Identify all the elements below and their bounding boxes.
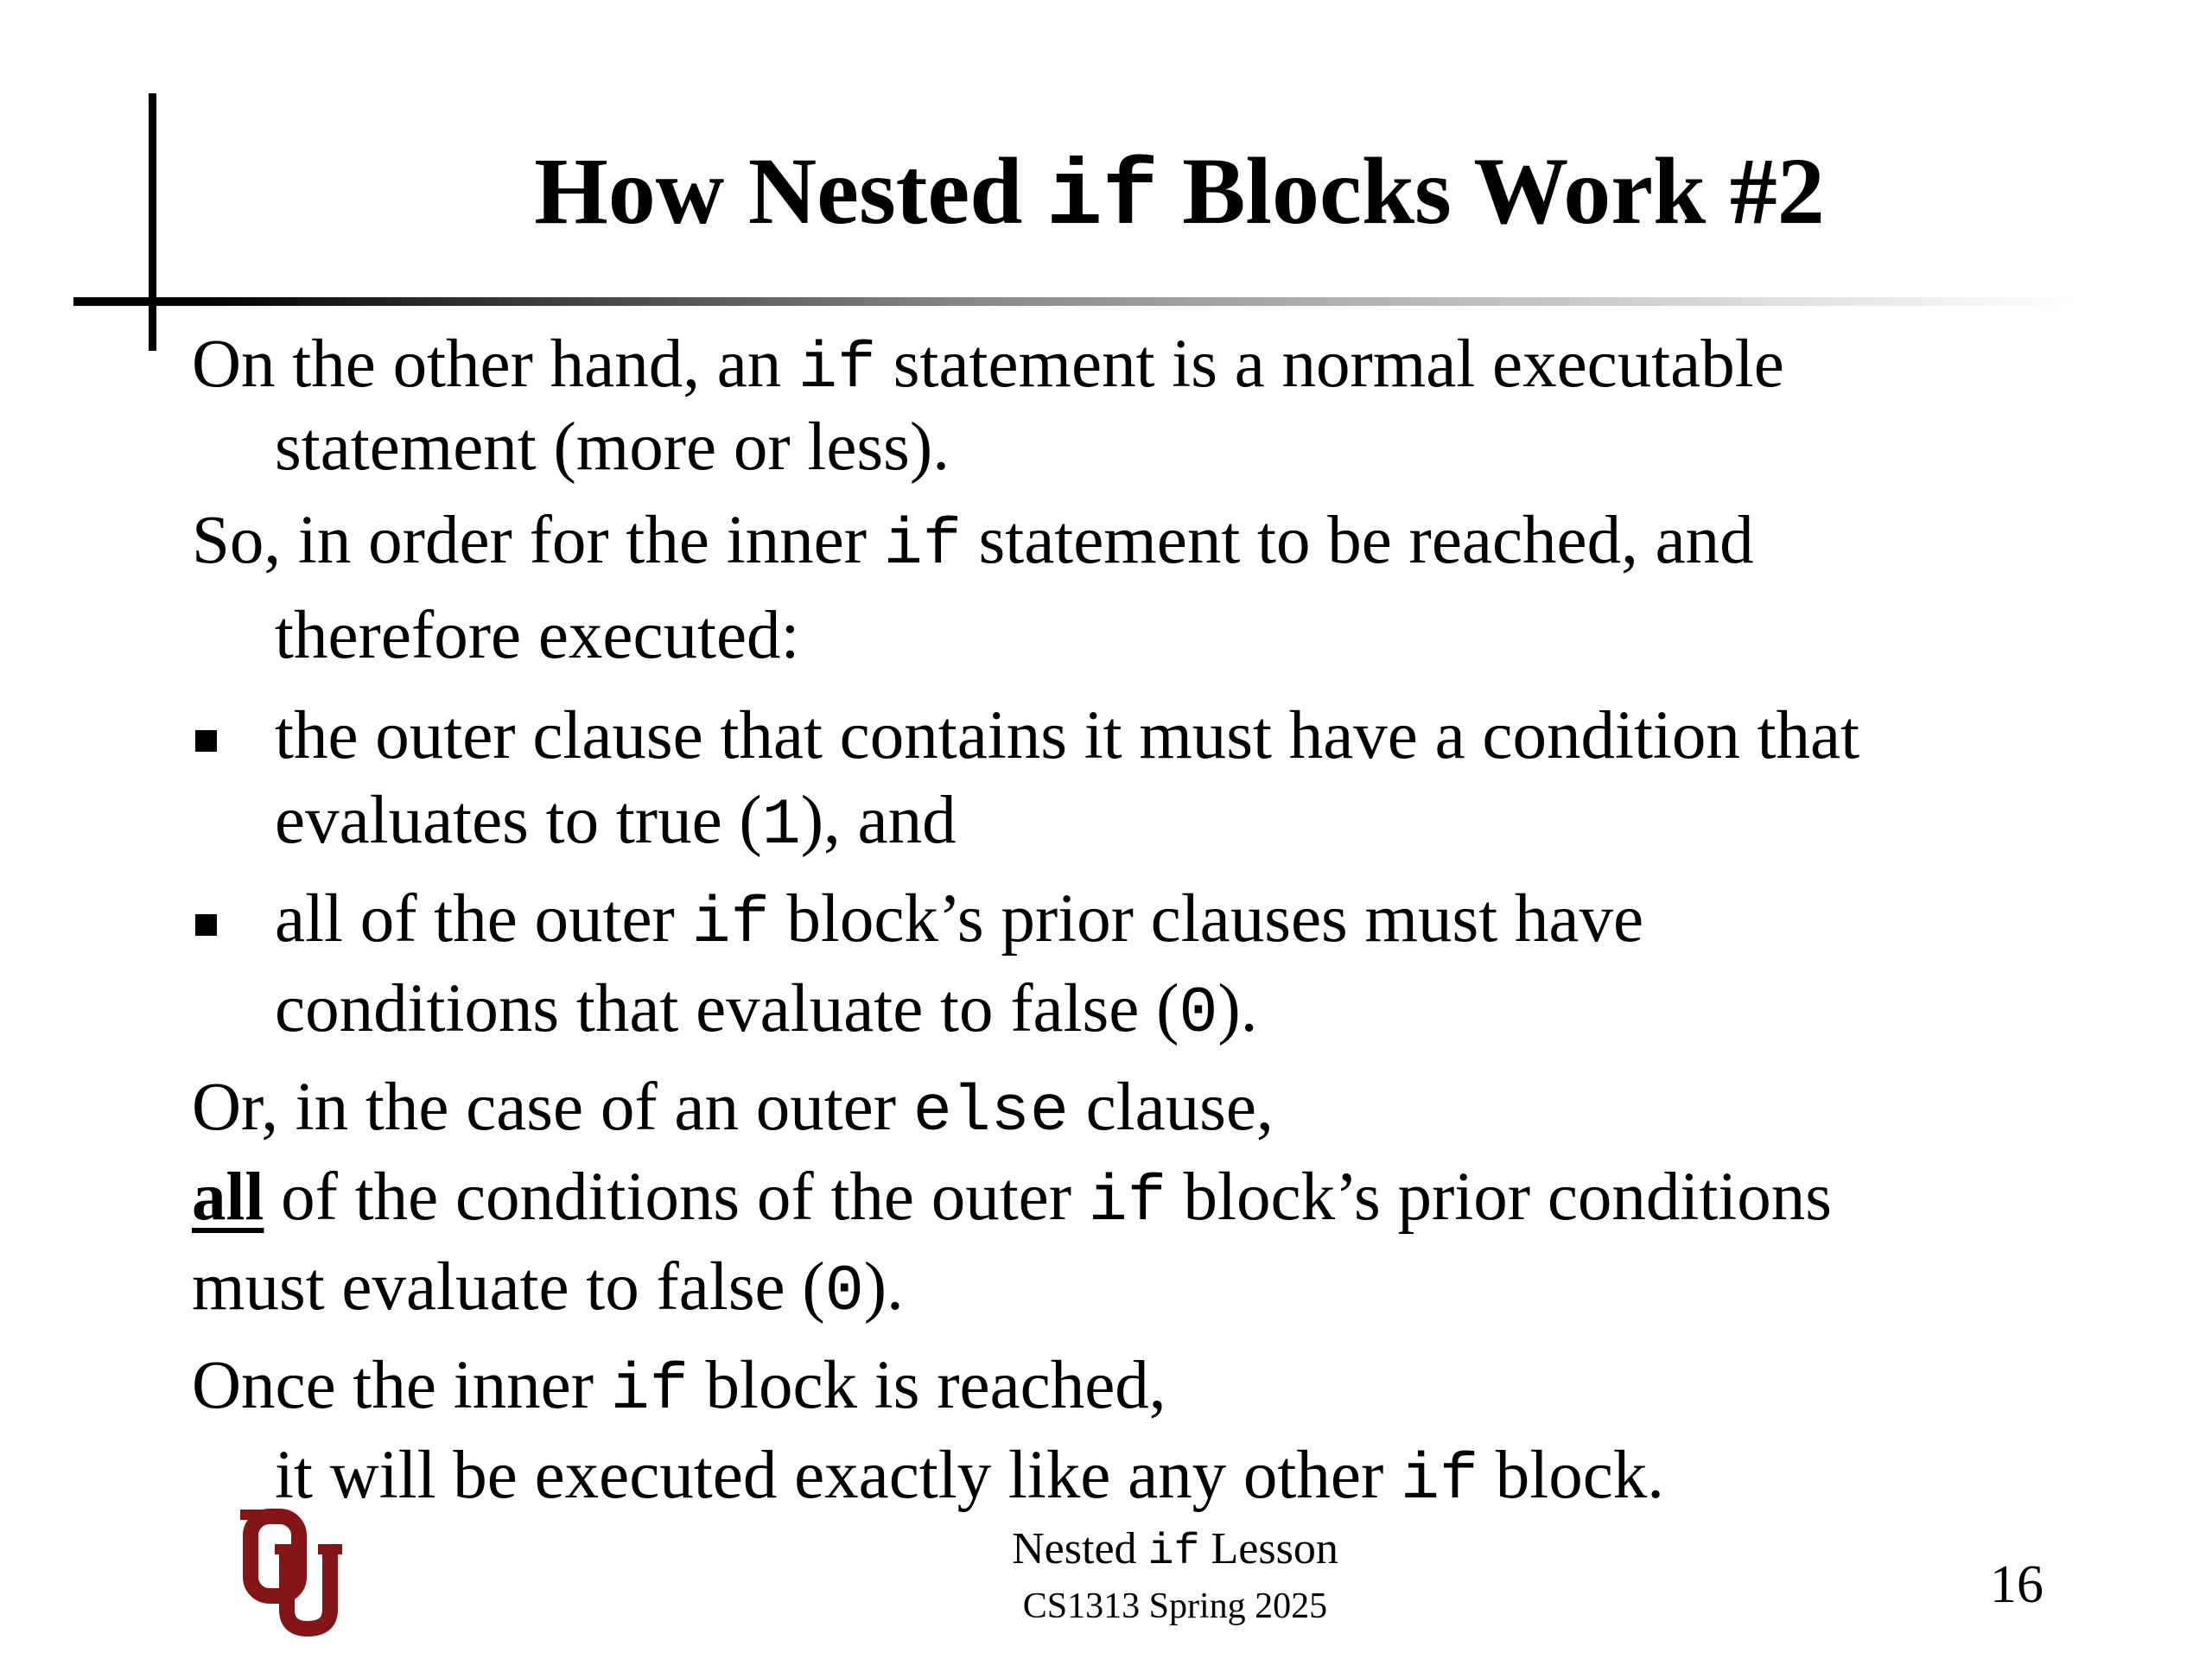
slide-title: How Nested if Blocks Work #2: [534, 138, 1825, 251]
paragraph-line-4: therefore executed:: [275, 598, 800, 673]
title-horizontal-rule: [73, 297, 2074, 306]
bullet-2-line-2: conditions that evaluate to false (0).: [275, 971, 1258, 1051]
paragraph-line-3: So, in order for the inner if statement to be reached, and: [192, 503, 1754, 582]
footer-lesson-title: Nested if Lesson: [1012, 1524, 1338, 1577]
bullet-1-line-1: the outer clause that contains it must have a condition that: [275, 698, 1860, 773]
page-number: 16: [1990, 1555, 2044, 1614]
emphasis-all: all: [192, 1160, 264, 1235]
paragraph-line-8: Once the inner if block is reached,: [192, 1348, 1166, 1427]
bullet-marker-1: [195, 730, 217, 752]
footer-course: CS1313 Spring 2025: [1022, 1586, 1328, 1626]
paragraph-line-5: Or, in the case of an outer else clause,: [192, 1070, 1274, 1149]
paragraph-line-1: On the other hand, an if statement is a normal executable: [192, 327, 1784, 406]
bullet-marker-2: [195, 914, 217, 936]
paragraph-line-6: all of the conditions of the outer if block’s prior conditions: [192, 1160, 1832, 1239]
paragraph-line-9: it will be executed exactly like any other if block.: [275, 1438, 1665, 1517]
bullet-2-line-1: all of the outer if block’s prior clauses must have: [275, 881, 1644, 961]
paragraph-line-2: statement (more or less).: [275, 410, 950, 485]
bullet-1-line-2: evaluates to true (1), and: [275, 783, 957, 862]
paragraph-line-7: must evaluate to false (0).: [192, 1249, 904, 1329]
